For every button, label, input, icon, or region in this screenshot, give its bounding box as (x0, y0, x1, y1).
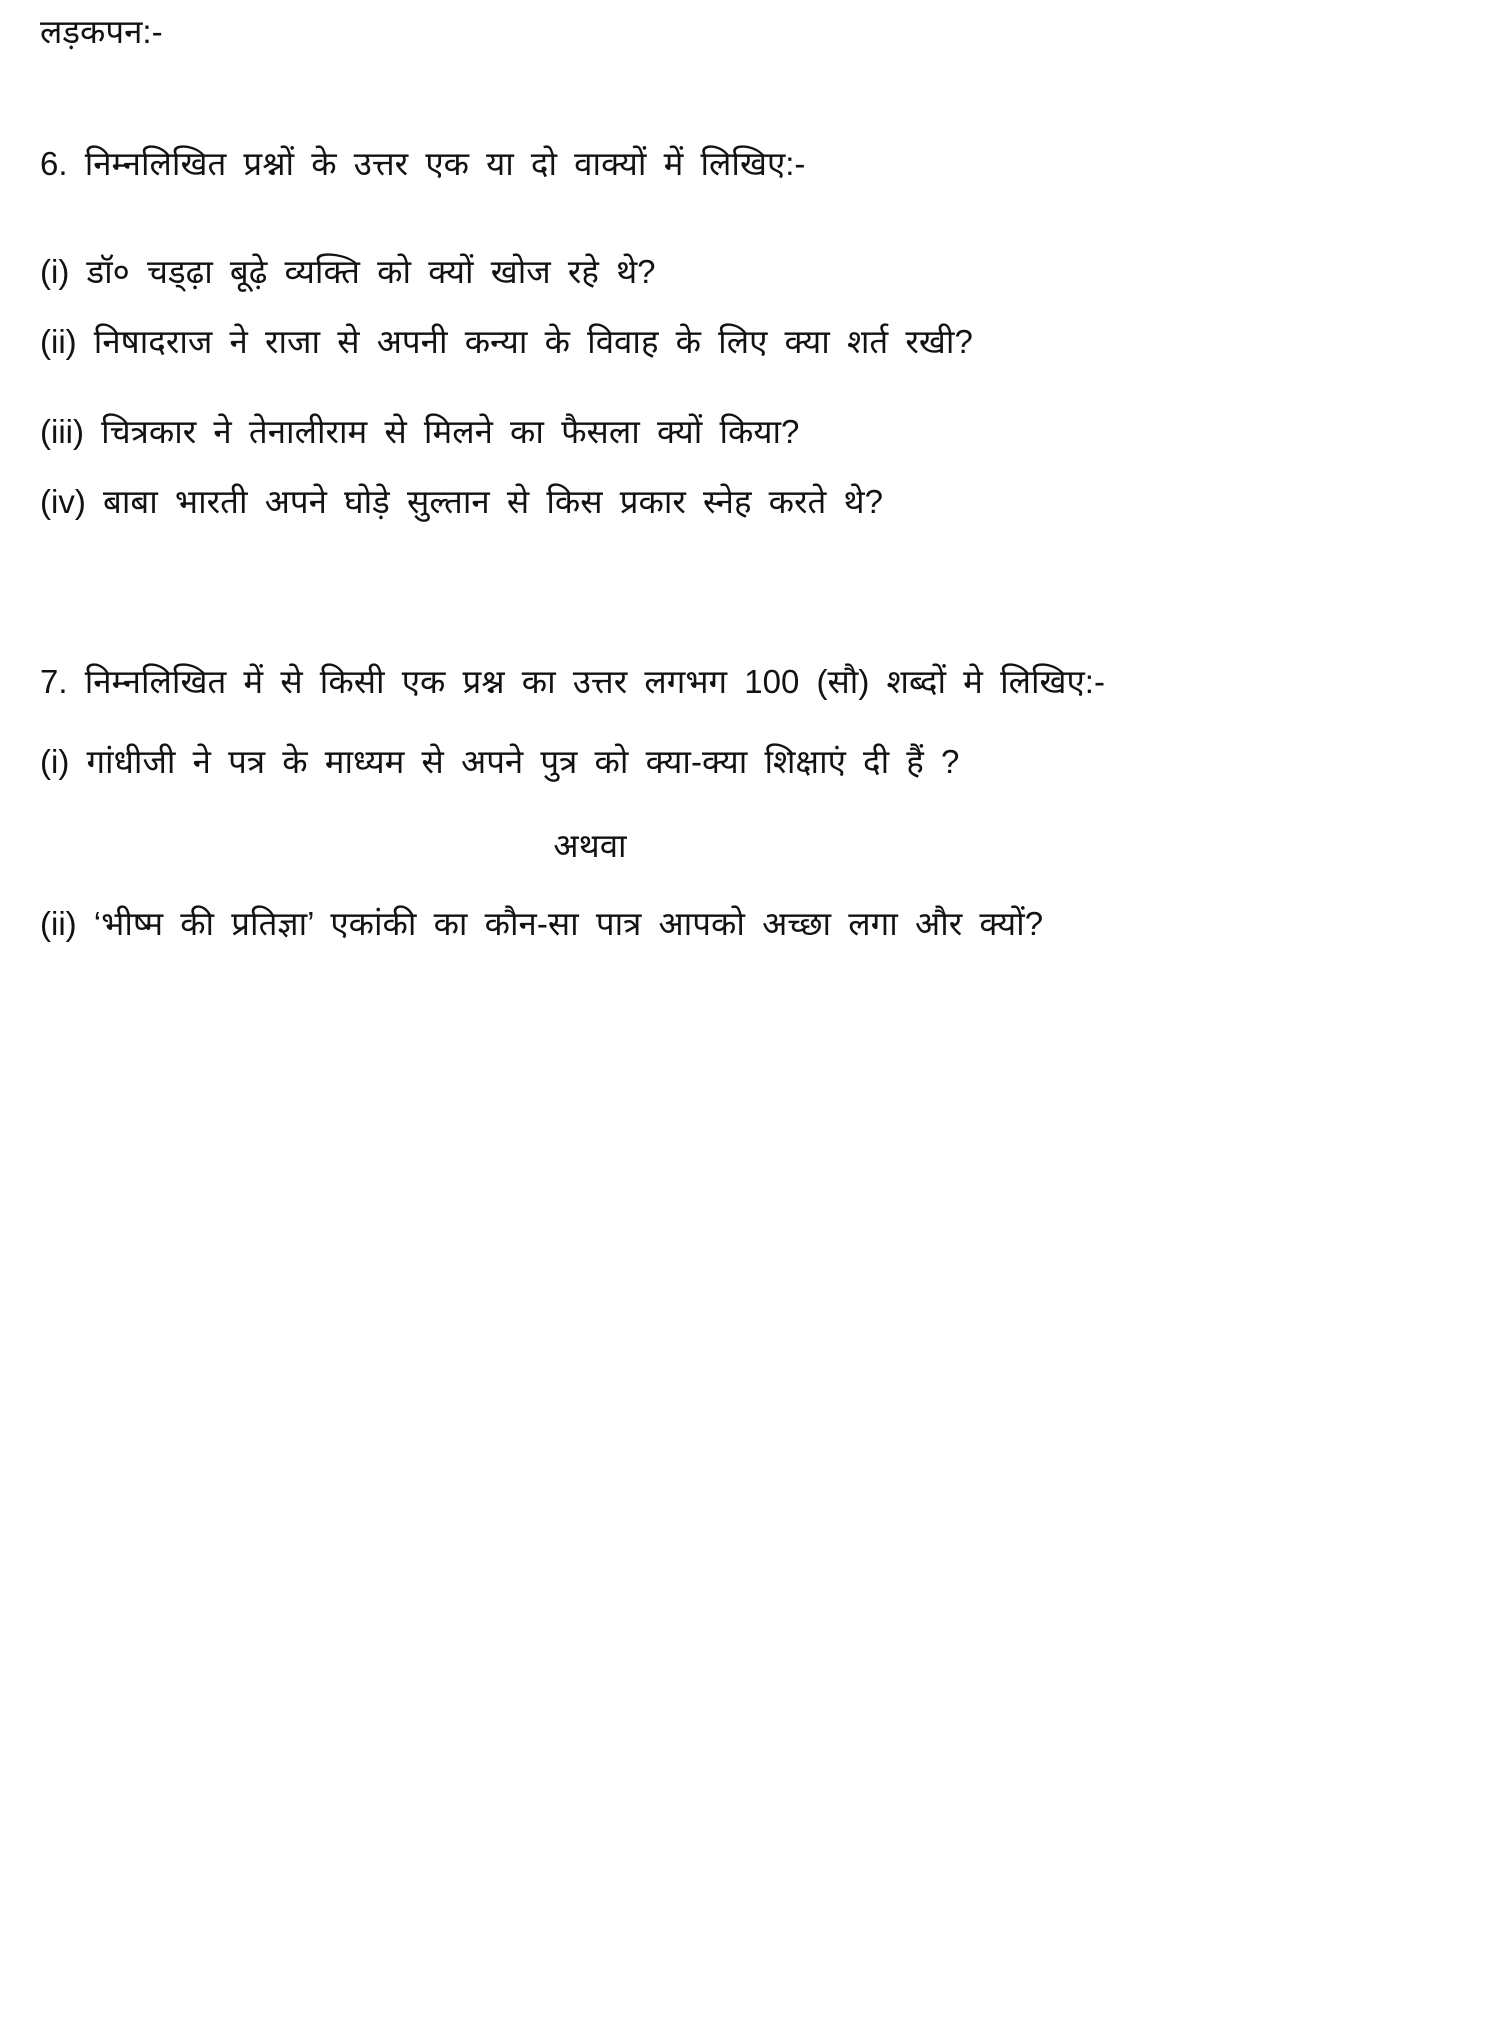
or-separator: अथवा (553, 827, 627, 864)
question-6-item-iv: (iv) बाबा भारती अपने घोड़े सुल्तान से किस प्रकार स्नेह करते थे? (40, 483, 883, 520)
question-6-item-ii: (ii) निषादराज ने राजा से अपनी कन्या के विवाह के लिए क्या शर्त रखी? (40, 323, 973, 360)
question-7-option-ii: (ii) ‘भीष्म की प्रतिज्ञा’ एकांकी का कौन-सा पात्र आपको अच्छा लगा और क्यों? (40, 905, 1044, 942)
question-6-item-iii: (iii) चित्रकार ने तेनालीराम से मिलने का फैसला क्यों किया? (40, 413, 800, 450)
question-7-title: 7. निम्नलिखित में से किसी एक प्रश्न का उत्तर लगभग 100 (सौ) शब्दों मे लिखिए:- (40, 663, 1105, 700)
question-7-option-i: (i) गांधीजी ने पत्र के माध्यम से अपने पुत्र को क्या-क्या शिक्षाएं दी हैं ? (40, 743, 960, 780)
question-6-title: 6. निम्नलिखित प्रश्नों के उत्तर एक या दो वाक्यों में लिखिए:- (40, 145, 806, 182)
page-heading: लड़कपन:- (40, 13, 163, 50)
question-6-item-i: (i) डॉ० चड्ढ़ा बूढ़े व्यक्ति को क्यों खोज रहे थे? (40, 253, 656, 290)
